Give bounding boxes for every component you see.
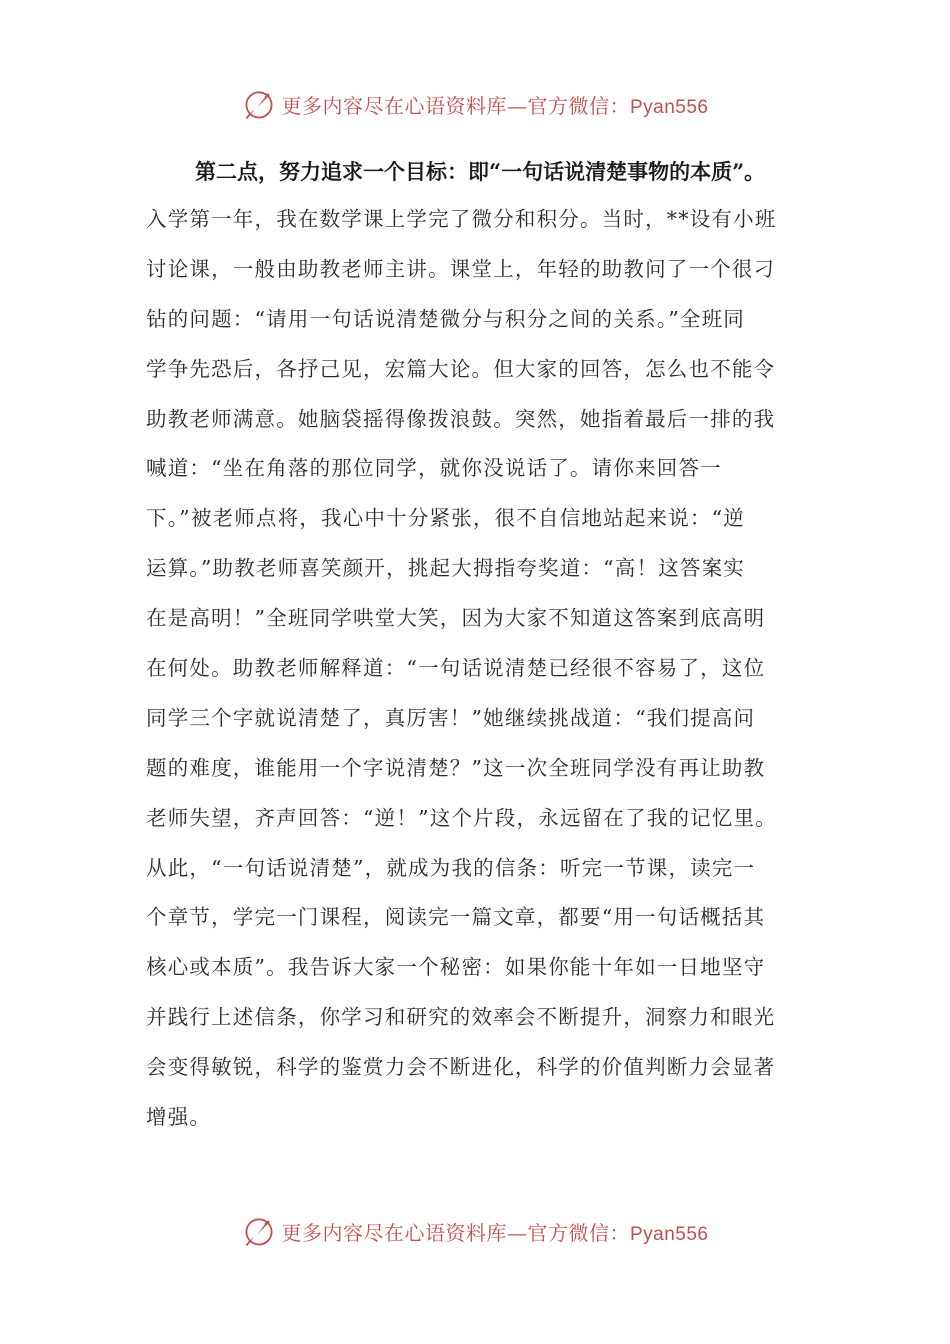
section-heading: 第二点，努力追求一个目标：即“一句话说清楚事物的本质”。 bbox=[195, 159, 766, 184]
paragraph-line: 会变得敏锐，科学的鉴赏力会不断进化，科学的价值判断力会显著 bbox=[146, 1055, 776, 1080]
paragraph-line: 老师失望，齐声回答：“逆！”这个片段，永远留在了我的记忆里。 bbox=[146, 805, 777, 830]
paragraph-line: 核心或本质”。我告诉大家一个秘密：如果你能十年如一日地坚守 bbox=[146, 955, 766, 980]
paragraph-line: 学争先恐后，各抒己见，宏篇大论。但大家的回答，怎么也不能令 bbox=[146, 356, 776, 381]
paragraph-line: 在何处。助教老师解释道：“一句话说清楚已经很不容易了，这位 bbox=[146, 656, 766, 681]
paragraph-line: 运算。”助教老师喜笑颜开，挑起大拇指夸奖道：“高！这答案实 bbox=[146, 556, 746, 581]
pen-nib-logo-icon bbox=[241, 1213, 277, 1249]
paragraph-line: 从此，“一句话说清楚”，就成为我的信条：听完一节课，读完一 bbox=[146, 855, 756, 880]
body-paragraph bbox=[146, 199, 806, 1147]
brand-text: 更多内容尽在心语资料库—官方微信：Pyan556 bbox=[281, 93, 709, 118]
paragraph-line: 在是高明！”全班同学哄堂大笑，因为大家不知道这答案到底高明 bbox=[146, 606, 766, 631]
paragraph-line: 入学第一年，我在数学课上学完了微分和积分。当时，**设有小班 bbox=[146, 207, 777, 231]
header-watermark-banner bbox=[0, 84, 950, 124]
paragraph-line: 增强。 bbox=[146, 1105, 212, 1130]
brand-text: 更多内容尽在心语资料库—官方微信：Pyan556 bbox=[281, 1220, 709, 1245]
paragraph-line: 助教老师满意。她脑袋摇得像拨浪鼓。突然，她指着最后一排的我 bbox=[146, 406, 776, 431]
footer-watermark-banner bbox=[0, 1211, 950, 1251]
paragraph-line: 同学三个字就说清楚了，真厉害！”她继续挑战道：“我们提高问 bbox=[146, 705, 756, 730]
paragraph-line: 钻的问题：“请用一句话说清楚微分与积分之间的关系。”全班同 bbox=[146, 306, 746, 331]
paragraph-line: 喊道：“坐在角落的那位同学，就你没说话了。请你来回答一 bbox=[146, 456, 722, 481]
paragraph-line: 讨论课，一般由助教老师主讲。课堂上，年轻的助教问了一个很刁 bbox=[146, 256, 776, 281]
paragraph-line: 下。”被老师点将，我心中十分紧张，很不自信地站起来说：“逆 bbox=[146, 506, 746, 531]
wechat-account: Pyan556 bbox=[629, 1223, 709, 1245]
pen-nib-logo-icon bbox=[241, 86, 277, 122]
wechat-account: Pyan556 bbox=[629, 96, 709, 118]
paragraph-line: 题的难度，谁能用一个字说清楚？”这一次全班同学没有再让助教 bbox=[146, 755, 766, 780]
paragraph-line: 并践行上述信条，你学习和研究的效率会不断提升，洞察力和眼光 bbox=[146, 1005, 776, 1030]
paragraph-line: 个章节，学完一门课程，阅读完一篇文章，都要“用一句话概括其 bbox=[146, 905, 766, 930]
